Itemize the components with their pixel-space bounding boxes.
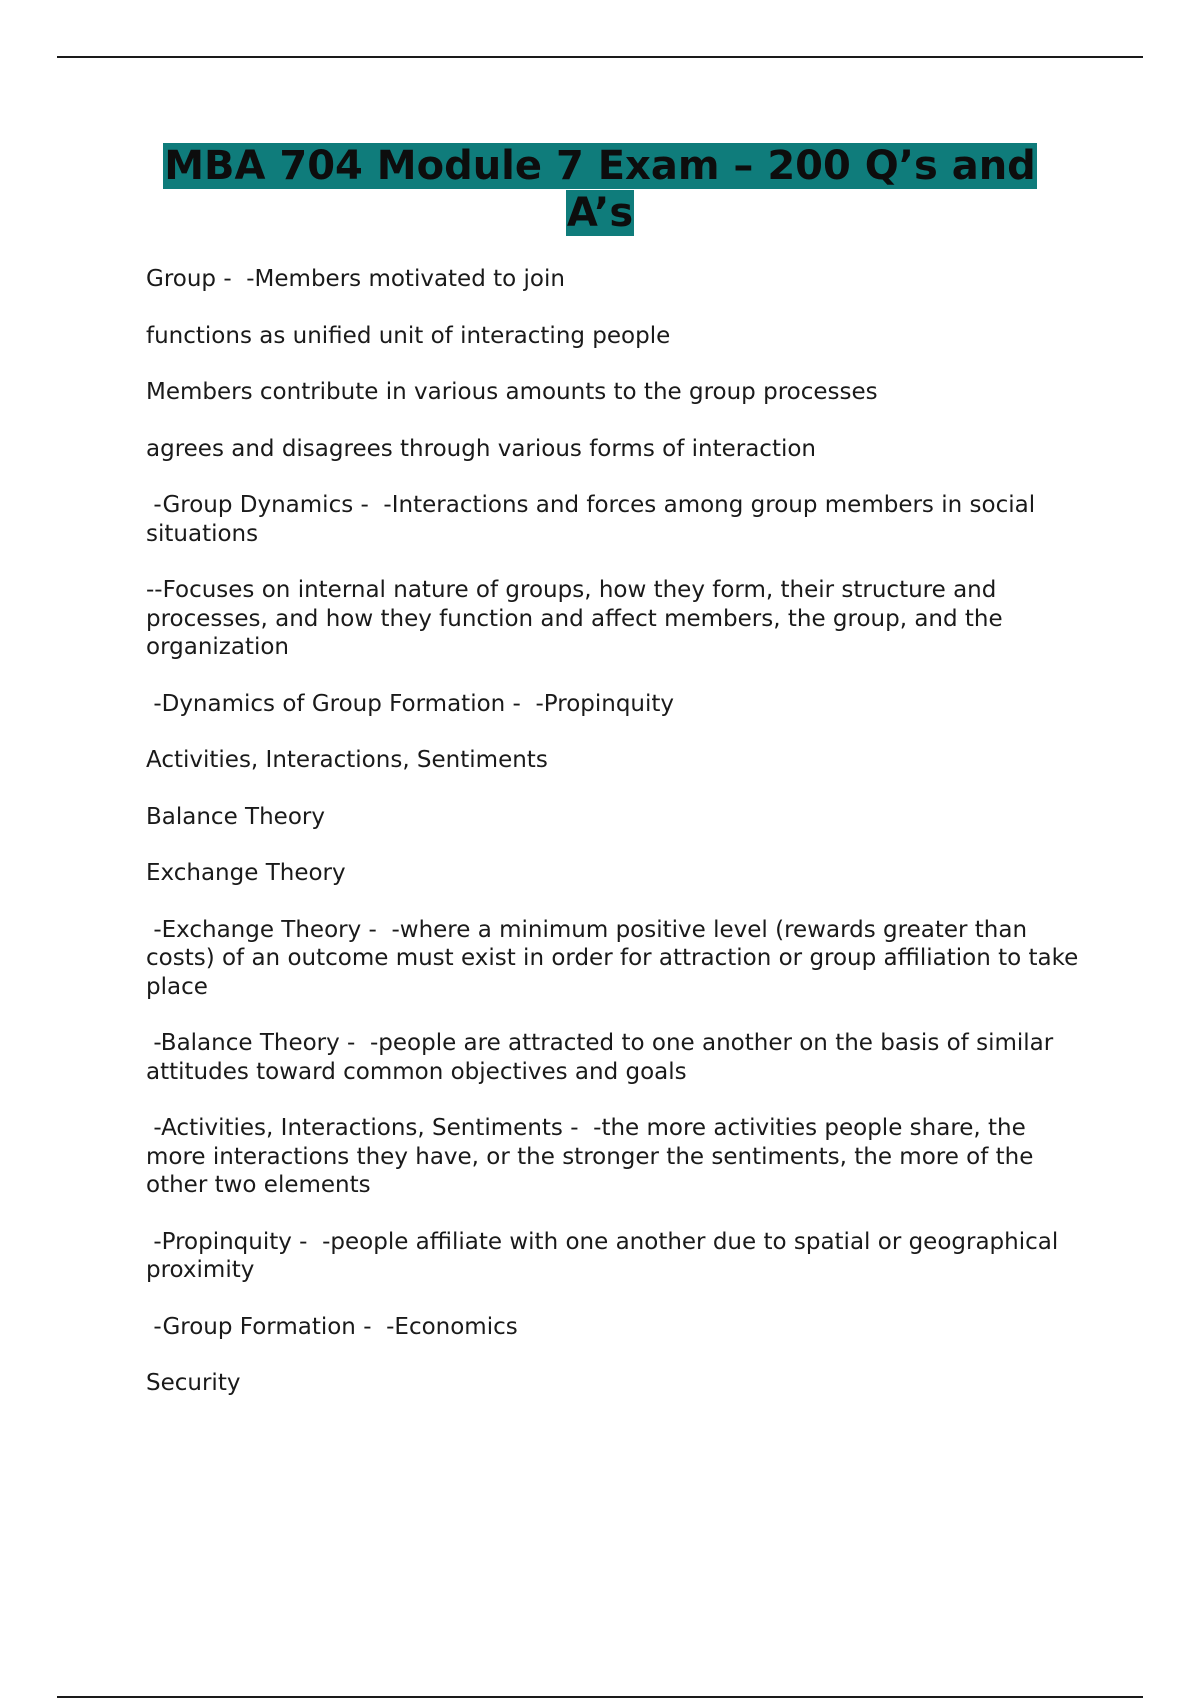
body-paragraph: Balance Theory (146, 803, 325, 830)
body-paragraph: functions as unified unit of interacting people (146, 322, 671, 349)
body-paragraph: agrees and disagrees through various forms of interaction (146, 435, 816, 462)
body-paragraph: Members contribute in various amounts to the group processes (146, 379, 878, 405)
body-paragraph: Activities, Interactions, Sentiments (146, 747, 548, 773)
body-paragraph: -Group Formation - -Economics (146, 1313, 518, 1340)
body-paragraph: Group - -Members motivated to join (146, 266, 565, 292)
footer-rule (57, 1696, 1143, 1698)
header-rule (57, 56, 1143, 58)
document-title: MBA 704 Module 7 Exam – 200 Q’s and A’s (164, 143, 1036, 236)
body-paragraph: -Group Dynamics - -Interactions and forces among group members in social situations (146, 492, 1043, 547)
body-paragraph: -Propinquity - -people affiliate with one another due to spatial or geographical proximity (146, 1228, 1066, 1283)
body-paragraph: -Activities, Interactions, Sentiments - -the more activities people share, the more interactions they have, or the stronger the sentiments, the more of the other two elements (146, 1115, 1041, 1198)
body-paragraph: -Balance Theory - -people are attracted to one another on the basis of similar attitudes toward common objectives and goals (146, 1030, 1061, 1085)
body-paragraph: --Focuses on internal nature of groups, how they form, their structure and processes, and how they function and affect members, the group, and the organization (146, 577, 1010, 660)
document-body (146, 265, 1086, 1426)
body-paragraph: Security (146, 1370, 241, 1396)
body-paragraph: -Dynamics of Group Formation - -Propinquity (146, 690, 675, 717)
body-paragraph: -Exchange Theory - -where a minimum positive level (rewards greater than costs) of an outcome must exist in order for attraction or group affiliation to take place (146, 916, 1086, 1000)
body-paragraph: Exchange Theory (146, 860, 346, 886)
title-block (146, 143, 1054, 237)
